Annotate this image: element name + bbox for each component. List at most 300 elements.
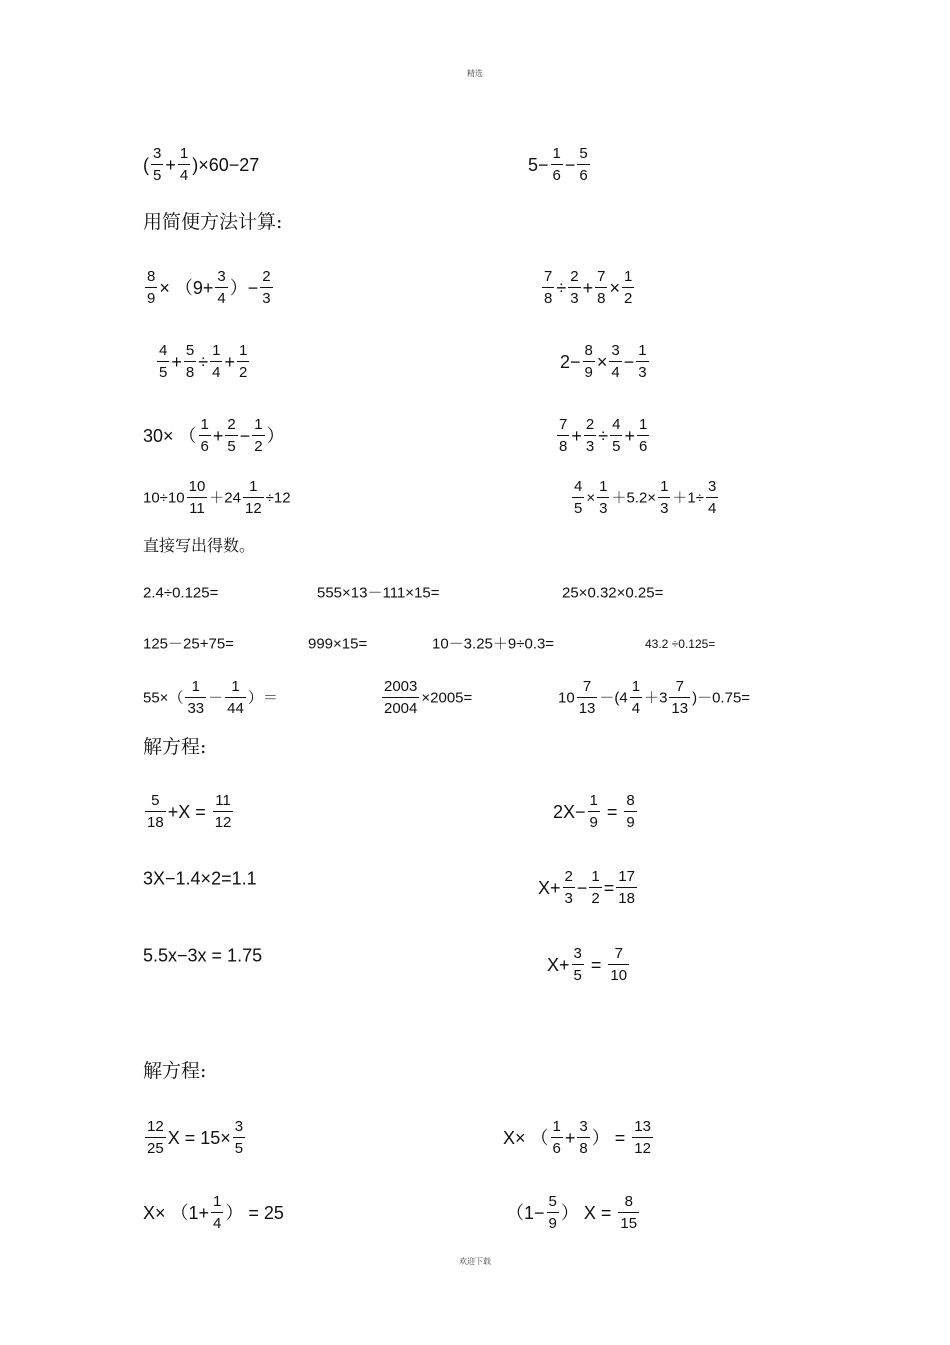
fraction-numerator: 2 (262, 268, 271, 285)
expression-text: X× （1+ (143, 1202, 210, 1223)
fraction-bar (632, 1137, 653, 1138)
fraction-denominator: 2 (254, 438, 263, 456)
expression-text: + (624, 425, 635, 446)
expression-text: ÷ (198, 351, 209, 372)
fraction (145, 1118, 166, 1158)
fraction-numerator: 1 (212, 342, 221, 359)
math-expression (503, 1118, 655, 1158)
fraction-denominator: 18 (618, 890, 635, 908)
fraction (225, 678, 246, 718)
fraction-numerator: 5 (185, 342, 195, 359)
math-expression (560, 342, 651, 382)
fraction-numerator: 3 (573, 945, 582, 962)
fraction-bar (382, 697, 419, 698)
fraction-denominator: 12 (214, 814, 232, 832)
expression-text: × (596, 351, 608, 372)
fraction-numerator: 1 (238, 342, 248, 359)
fraction-denominator: 6 (200, 438, 209, 456)
fraction-denominator: 3 (564, 890, 573, 908)
fraction-bar (609, 361, 621, 362)
expression-text: 10 (558, 689, 575, 707)
fraction (243, 478, 264, 518)
expression-text: － (208, 689, 224, 707)
fraction-denominator: 2 (591, 890, 600, 908)
expression-text: − (239, 425, 251, 446)
fraction-bar (568, 287, 580, 288)
fraction-bar (211, 1212, 223, 1213)
expression-text: ÷12 (265, 489, 291, 507)
fraction (595, 268, 607, 308)
fraction (630, 678, 642, 718)
fraction-bar (577, 697, 598, 698)
fraction-numerator: 8 (584, 342, 593, 359)
math-expression (553, 792, 639, 832)
expression-text: ＋3 (644, 689, 668, 707)
math-expression (380, 678, 472, 718)
expression-text: ＋1÷ (672, 489, 704, 507)
fraction (382, 678, 419, 718)
fraction (618, 1193, 639, 1233)
expression-text: × （9+ (159, 277, 214, 298)
fraction-numerator: 8 (626, 792, 635, 809)
fraction-denominator: 9 (147, 290, 156, 308)
fraction-bar (551, 164, 563, 165)
fraction-numerator: 13 (634, 1118, 651, 1135)
fraction-bar (584, 435, 596, 436)
fraction-numerator: 5 (548, 1193, 557, 1210)
fraction (215, 268, 227, 308)
fraction-denominator: 13 (578, 700, 596, 718)
fraction (636, 342, 648, 382)
fraction-numerator: 5 (151, 792, 160, 809)
expression-text: 2X− (553, 801, 586, 822)
expression-text: 5− (528, 154, 549, 175)
fraction-bar (151, 164, 163, 165)
fraction (260, 268, 272, 308)
fraction-numerator: 1 (591, 868, 600, 885)
fraction-bar (243, 497, 264, 498)
math-expression (143, 1193, 284, 1233)
fraction-bar (157, 361, 169, 362)
fraction-bar (145, 287, 157, 288)
expression-text: ×2005= (421, 689, 473, 707)
math-expression (143, 678, 278, 718)
fraction-bar (260, 287, 272, 288)
expression-text: 2.4÷0.125= (143, 584, 219, 602)
fraction-bar (618, 1212, 639, 1213)
expression-text: × (609, 277, 620, 298)
fraction (632, 1118, 653, 1158)
fraction-numerator: 7 (559, 416, 568, 433)
expression-text: + (564, 1127, 576, 1148)
fraction-numerator: 7 (597, 268, 606, 285)
fraction-numerator: 1 (213, 1193, 222, 1210)
fraction-denominator: 5 (573, 967, 582, 985)
expression-text: 25×0.32×0.25= (562, 584, 664, 602)
fraction-bar (636, 361, 648, 362)
fraction (622, 268, 634, 308)
math-expression (538, 868, 639, 908)
fraction-numerator: 1 (589, 792, 598, 809)
expression-text: + (224, 351, 235, 372)
math-expression (143, 268, 275, 308)
fraction-bar (588, 811, 600, 812)
fraction-denominator: 2004 (384, 700, 418, 718)
math-expression (143, 868, 257, 887)
fraction-numerator: 1 (179, 145, 189, 162)
fraction-numerator: 1 (623, 268, 633, 285)
fraction (211, 1193, 223, 1233)
math-expression (317, 585, 439, 601)
fraction-denominator: 5 (227, 438, 236, 456)
fraction-denominator: 5 (574, 500, 583, 518)
page-footer: 欢迎下载 (459, 1257, 491, 1266)
expression-text: 10÷10 (143, 489, 185, 507)
expression-text: 2− (560, 351, 581, 372)
fraction (210, 342, 222, 382)
fraction (624, 792, 636, 832)
fraction-numerator: 17 (618, 868, 635, 885)
fraction-numerator: 10 (188, 478, 206, 495)
fraction-denominator: 6 (638, 438, 648, 456)
fraction-numerator: 1 (599, 478, 608, 495)
math-expression (506, 1193, 641, 1233)
fraction-bar (577, 1137, 589, 1138)
fraction-bar (547, 1212, 559, 1213)
fraction (584, 416, 596, 456)
fraction-denominator: 5 (159, 364, 168, 382)
fraction (597, 478, 609, 518)
fraction-numerator: 5 (579, 145, 588, 162)
fraction (669, 678, 690, 718)
fraction-numerator: 2 (585, 416, 595, 433)
fraction-bar (225, 435, 237, 436)
expression-text: = (585, 954, 607, 975)
fraction-numerator: 1 (249, 478, 258, 495)
fraction-bar (706, 497, 718, 498)
fraction-numerator: 1 (200, 416, 209, 433)
expression-text: = (603, 877, 615, 898)
fraction (547, 1193, 559, 1233)
fraction (151, 145, 163, 185)
expression-text: + (212, 425, 224, 446)
fraction-numerator: 4 (612, 416, 621, 433)
expression-text: 55×（ (143, 689, 184, 707)
fraction (610, 416, 622, 456)
expression-text: − (564, 154, 576, 175)
fraction-bar (658, 497, 670, 498)
section-title-simplify: 用简便方法计算: (143, 211, 283, 233)
fraction-bar (185, 697, 206, 698)
fraction-numerator: 3 (708, 478, 717, 495)
expression-text: ） = (591, 1127, 631, 1148)
expression-text: ( (143, 154, 149, 175)
expression-text: ） X = (560, 1202, 617, 1223)
fraction-denominator: 9 (584, 364, 593, 382)
fraction (557, 416, 569, 456)
fraction (145, 268, 157, 308)
expression-text: + (582, 277, 594, 298)
fraction-bar (237, 361, 249, 362)
fraction-numerator: 3 (153, 145, 162, 162)
fraction (185, 678, 206, 718)
fraction (637, 416, 649, 456)
fraction-denominator: 4 (179, 167, 189, 185)
expression-text: ÷ (556, 277, 567, 298)
fraction-denominator: 4 (611, 364, 620, 382)
fraction-denominator: 4 (708, 500, 717, 518)
fraction-numerator: 4 (159, 342, 168, 359)
section-title-equations-2: 解方程: (143, 1060, 207, 1082)
expression-text: − (623, 351, 635, 372)
fraction-numerator: 1 (231, 678, 240, 695)
fraction (551, 145, 563, 185)
fraction-numerator: 3 (234, 1118, 244, 1135)
fraction (706, 478, 718, 518)
expression-text: + (571, 425, 582, 446)
fraction-denominator: 11 (189, 500, 205, 518)
fraction (542, 268, 554, 308)
fraction-denominator: 8 (544, 290, 553, 308)
fraction-numerator: 3 (611, 342, 620, 359)
expression-text: + (171, 351, 182, 372)
math-expression (555, 416, 651, 456)
fraction-denominator: 33 (187, 700, 205, 718)
math-expression (143, 636, 234, 652)
fraction-bar (542, 287, 554, 288)
fraction (157, 342, 169, 382)
fraction-bar (608, 964, 629, 965)
fraction-denominator: 4 (631, 700, 641, 718)
page-header: 精选 (467, 69, 483, 78)
fraction-bar (624, 811, 636, 812)
fraction-denominator: 6 (579, 167, 588, 185)
math-expression (143, 792, 235, 832)
fraction (577, 678, 598, 718)
fraction-bar (145, 1137, 166, 1138)
expression-text: )－0.75= (692, 689, 751, 707)
fraction-numerator: 2 (564, 868, 573, 885)
fraction (199, 416, 211, 456)
fraction-denominator: 2 (238, 364, 248, 382)
fraction-denominator: 12 (634, 1140, 651, 1158)
math-expression (562, 585, 663, 601)
fraction-bar (616, 887, 637, 888)
fraction-bar (215, 287, 227, 288)
expression-text: X+ (547, 954, 570, 975)
fraction-bar (577, 164, 589, 165)
expression-text: = (601, 801, 623, 822)
fraction-numerator: 11 (215, 792, 231, 809)
fraction (658, 478, 670, 518)
section-title-equations-1: 解方程: (143, 736, 207, 758)
fraction-denominator: 3 (660, 500, 669, 518)
fraction (572, 478, 584, 518)
fraction-bar (630, 697, 642, 698)
fraction (145, 792, 166, 832)
expression-text: 555×13－111×15= (317, 584, 440, 602)
fraction-numerator: 7 (675, 678, 684, 695)
fraction-numerator: 3 (579, 1118, 588, 1135)
expression-text: X× （ (503, 1127, 549, 1148)
fraction-denominator: 8 (597, 290, 606, 308)
fraction (563, 868, 575, 908)
section-title-direct: 直接写出得数。 (143, 536, 256, 555)
fraction (233, 1118, 245, 1158)
math-expression (143, 416, 285, 456)
expression-text: × (586, 489, 596, 507)
fraction-bar (610, 435, 622, 436)
expression-text: 999×15= (308, 635, 368, 653)
fraction-denominator: 5 (153, 167, 162, 185)
fraction-bar (178, 164, 190, 165)
fraction (583, 342, 595, 382)
expression-text: 43.2 ÷0.125= (645, 636, 716, 651)
math-expression (143, 1118, 247, 1158)
fraction-denominator: 3 (585, 438, 595, 456)
math-expression (143, 585, 218, 601)
fraction-bar (184, 361, 196, 362)
math-expression (143, 478, 291, 518)
fraction-denominator: 5 (234, 1140, 244, 1158)
fraction (213, 792, 234, 832)
fraction-bar (199, 435, 211, 436)
fraction-denominator: 25 (147, 1140, 164, 1158)
fraction-bar (210, 361, 222, 362)
expression-text: 5.5x−3x = 1.75 (143, 945, 263, 966)
fraction-numerator: 12 (147, 1118, 164, 1135)
fraction (588, 792, 600, 832)
fraction-numerator: 1 (552, 1118, 561, 1135)
math-expression (547, 945, 631, 985)
fraction-numerator: 8 (624, 1193, 633, 1210)
fraction (551, 1118, 563, 1158)
fraction-bar (669, 697, 690, 698)
fraction (577, 145, 589, 185)
expression-text: X+ (538, 877, 561, 898)
fraction-numerator: 4 (574, 478, 583, 495)
fraction-denominator: 3 (638, 364, 647, 382)
fraction-numerator: 1 (254, 416, 263, 433)
fraction-bar (225, 697, 246, 698)
fraction-denominator: 3 (262, 290, 271, 308)
expression-text: （1− (506, 1202, 545, 1223)
fraction (577, 1118, 589, 1158)
fraction-denominator: 6 (552, 167, 561, 185)
fraction-bar (252, 435, 264, 436)
fraction-denominator: 8 (185, 364, 195, 382)
fraction (178, 145, 190, 185)
fraction-numerator: 2 (227, 416, 236, 433)
expression-text: ） (266, 425, 285, 446)
fraction-bar (572, 497, 584, 498)
fraction-denominator: 4 (212, 364, 221, 382)
math-expression (432, 636, 554, 652)
fraction-numerator: 1 (660, 478, 669, 495)
expression-text: 3X−1.4×2=1.1 (143, 868, 257, 889)
fraction-bar (145, 811, 166, 812)
fraction (568, 268, 580, 308)
fraction-numerator: 7 (582, 678, 592, 695)
math-expression (558, 678, 750, 718)
fraction-denominator: 10 (610, 967, 628, 985)
expression-text: －(4 (599, 689, 628, 707)
expression-text: + (165, 154, 176, 175)
fraction-bar (563, 887, 575, 888)
fraction-denominator: 9 (589, 814, 598, 832)
fraction (616, 868, 637, 908)
fraction-denominator: 15 (620, 1215, 638, 1233)
fraction-denominator: 9 (626, 814, 635, 832)
expression-text: )×60−27 (192, 154, 260, 175)
expression-text: +X = (167, 801, 211, 822)
math-expression (528, 145, 592, 185)
fraction-denominator: 6 (552, 1140, 561, 1158)
fraction (589, 868, 601, 908)
math-expression (308, 636, 367, 652)
fraction-numerator: 2 (570, 268, 579, 285)
fraction-numerator: 3 (217, 268, 226, 285)
expression-text: ＋24 (209, 489, 241, 507)
math-expression (570, 478, 720, 518)
fraction-bar (597, 497, 609, 498)
expression-text: ）＝ (247, 689, 278, 707)
fraction-denominator: 3 (599, 500, 608, 518)
fraction-denominator: 5 (612, 438, 621, 456)
fraction-numerator: 1 (191, 678, 200, 695)
fraction (237, 342, 249, 382)
fraction-bar (622, 287, 634, 288)
fraction-bar (233, 1137, 245, 1138)
fraction-bar (595, 287, 607, 288)
fraction-denominator: 18 (147, 814, 164, 832)
fraction-bar (572, 964, 584, 965)
fraction-denominator: 12 (244, 500, 262, 518)
fraction-denominator: 4 (213, 1215, 222, 1233)
fraction (187, 478, 208, 518)
expression-text: 10－3.25＋9÷0.3= (432, 635, 555, 653)
fraction-denominator: 13 (671, 700, 689, 718)
fraction-bar (637, 435, 649, 436)
fraction-denominator: 9 (548, 1215, 557, 1233)
math-expression (143, 145, 259, 185)
expression-text: ） = 25 (225, 1202, 284, 1223)
fraction-bar (557, 435, 569, 436)
fraction (252, 416, 264, 456)
fraction (609, 342, 621, 382)
fraction-numerator: 1 (631, 678, 641, 695)
fraction-denominator: 3 (570, 290, 579, 308)
expression-text: X = 15× (167, 1127, 231, 1148)
fraction-denominator: 2 (623, 290, 633, 308)
fraction (572, 945, 584, 985)
fraction-bar (551, 1137, 563, 1138)
math-expression (645, 637, 715, 650)
fraction-numerator: 1 (638, 416, 648, 433)
expression-text: ＋5.2× (611, 489, 657, 507)
fraction-numerator: 7 (614, 945, 623, 962)
expression-text: 30× （ (143, 425, 197, 446)
fraction-bar (187, 497, 208, 498)
math-expression (540, 268, 636, 308)
fraction-bar (589, 887, 601, 888)
fraction-bar (583, 361, 595, 362)
expression-text: ÷ (598, 425, 609, 446)
expression-text: − (576, 877, 588, 898)
expression-text: ）− (229, 277, 259, 298)
fraction-numerator: 8 (147, 268, 156, 285)
fraction (225, 416, 237, 456)
